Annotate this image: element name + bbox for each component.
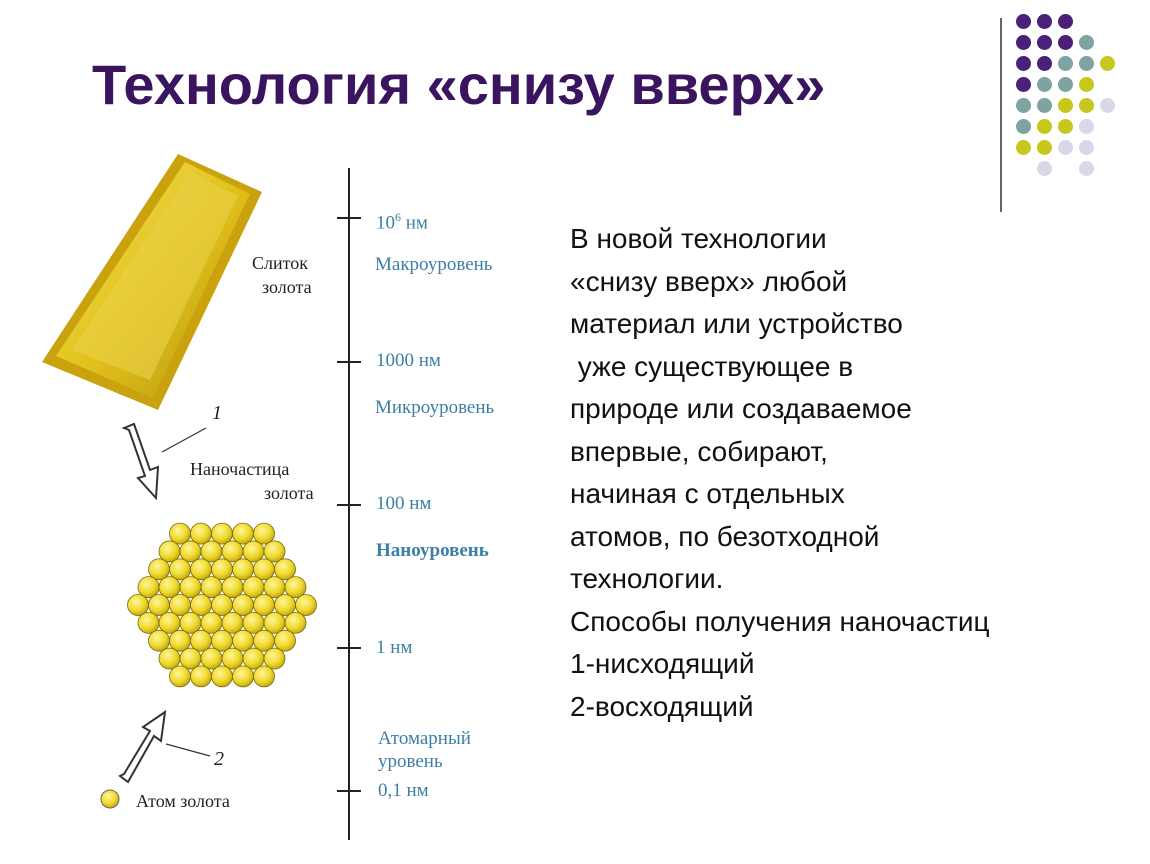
gold-ingot-image <box>42 154 262 410</box>
gold-atom-sphere <box>170 523 191 544</box>
decorative-dot <box>1016 35 1031 50</box>
body-line: технологии. <box>570 563 724 594</box>
gold-atom-sphere <box>264 648 285 669</box>
gold-nanoparticle-image <box>128 523 317 687</box>
decorative-dot <box>1079 140 1094 155</box>
nanoparticle-label: золота <box>264 483 314 503</box>
gold-atom-sphere <box>233 666 254 687</box>
decorative-dot <box>1058 140 1073 155</box>
decorative-dot <box>1037 35 1052 50</box>
scale-value: 100 нм <box>376 493 432 514</box>
gold-atom-sphere <box>254 559 275 580</box>
gold-atom-sphere <box>254 630 275 651</box>
gold-atom-sphere <box>285 612 306 633</box>
scale-level: уровень <box>378 751 443 772</box>
decorative-dot <box>1037 14 1052 29</box>
decorative-dot <box>1058 77 1073 92</box>
decorative-dot <box>1037 56 1052 71</box>
gold-atom-sphere <box>170 595 191 616</box>
gold-atom-sphere <box>233 595 254 616</box>
scale-value: 1 нм <box>376 637 413 658</box>
arrow-number: 2 <box>214 748 224 770</box>
gold-atom-sphere <box>275 630 296 651</box>
gold-atom-sphere <box>180 541 201 562</box>
body-line: 1-нисходящий <box>570 648 755 679</box>
body-line: уже существующее в <box>570 350 854 382</box>
gold-atom-sphere <box>233 630 254 651</box>
decorative-dot <box>1079 98 1094 113</box>
decorative-dot <box>1100 56 1115 71</box>
decorative-dot <box>1016 140 1031 155</box>
gold-atom-sphere <box>159 541 180 562</box>
gold-atom-sphere <box>264 577 285 598</box>
gold-atom-sphere <box>201 648 222 669</box>
gold-atom-sphere <box>180 648 201 669</box>
decorative-dot <box>1058 119 1073 134</box>
decorative-dot <box>1037 77 1052 92</box>
gold-atom-sphere <box>233 523 254 544</box>
gold-atom-sphere <box>128 595 149 616</box>
scale-value: 1000 нм <box>376 350 441 371</box>
decorative-dot <box>1037 119 1052 134</box>
ingot-label: золота <box>262 277 312 297</box>
decorative-dot <box>1016 77 1031 92</box>
body-line: Способы получения наночастиц <box>570 605 990 637</box>
scale-figure <box>0 140 560 860</box>
gold-atom-sphere <box>212 523 233 544</box>
decorative-divider <box>1000 18 1002 212</box>
gold-atom-sphere <box>254 666 275 687</box>
decorative-dot <box>1058 56 1073 71</box>
body-line: природе или создаваемое <box>570 393 912 424</box>
gold-atom-sphere <box>296 595 317 616</box>
body-line: материал или устройство <box>570 308 903 339</box>
gold-atom-sphere <box>180 577 201 598</box>
scale-level: Наноуровень <box>376 540 489 561</box>
gold-atom-sphere <box>191 595 212 616</box>
gold-atom-sphere <box>170 630 191 651</box>
decorative-dot <box>1079 119 1094 134</box>
decorative-dot <box>1079 56 1094 71</box>
gold-atom-sphere <box>170 666 191 687</box>
gold-atom-sphere <box>254 595 275 616</box>
gold-atom-sphere <box>149 630 170 651</box>
scale-value-base: 10 <box>376 212 395 234</box>
body-line: начиная с отдельных <box>570 478 845 509</box>
up-arrow-icon <box>120 712 210 782</box>
body-line: атомов, по безотходной <box>570 520 880 552</box>
gold-atom-sphere <box>138 577 159 598</box>
nanoparticle-label: Наночастица <box>190 459 290 479</box>
atom-label: Атом золота <box>136 791 230 811</box>
scale-level: Микроуровень <box>375 397 495 418</box>
decorative-dot <box>1016 119 1031 134</box>
gold-atom-sphere <box>138 612 159 633</box>
body-text <box>570 218 1130 728</box>
decorative-dot <box>1079 35 1094 50</box>
decorative-dot <box>1037 98 1052 113</box>
gold-atom-sphere <box>191 630 212 651</box>
scale-value <box>376 206 428 234</box>
ingot-label: Слиток <box>252 253 308 273</box>
gold-atom-sphere <box>222 648 243 669</box>
decorative-dot <box>1037 161 1052 176</box>
gold-atom-sphere <box>191 666 212 687</box>
body-line: В новой технологии <box>570 223 827 254</box>
decorative-dot <box>1079 77 1094 92</box>
gold-atom-sphere <box>243 612 264 633</box>
gold-atom-sphere <box>212 559 233 580</box>
gold-atom-sphere <box>201 577 222 598</box>
decorative-dot <box>1016 14 1031 29</box>
gold-atom-sphere <box>212 666 233 687</box>
gold-atom-sphere <box>243 541 264 562</box>
scale-level: Атомарный <box>378 728 471 749</box>
gold-atom-sphere <box>212 630 233 651</box>
body-line: впервые, собирают, <box>570 435 828 467</box>
gold-atom-sphere <box>222 612 243 633</box>
decorative-dot <box>1037 140 1052 155</box>
decorative-dot <box>1058 35 1073 50</box>
gold-atom-sphere <box>222 577 243 598</box>
gold-atom-sphere <box>180 612 201 633</box>
scale-axis <box>337 168 361 840</box>
gold-atom-sphere <box>149 559 170 580</box>
gold-atom-sphere <box>191 559 212 580</box>
decorative-dot <box>1058 98 1073 113</box>
gold-atom-sphere <box>233 559 254 580</box>
gold-atom-sphere <box>285 577 306 598</box>
gold-atom-sphere <box>264 541 285 562</box>
gold-atom-sphere <box>275 559 296 580</box>
gold-atom-sphere <box>212 595 233 616</box>
decorative-dot-grid <box>1016 14 1136 184</box>
decorative-dot <box>1016 98 1031 113</box>
gold-atom-sphere <box>254 523 275 544</box>
scale-level: Макроуровень <box>375 254 493 275</box>
gold-atom-sphere <box>275 595 296 616</box>
gold-atom-sphere <box>201 541 222 562</box>
gold-atom-sphere <box>159 612 180 633</box>
gold-atom-sphere <box>201 612 222 633</box>
decorative-dot <box>1100 98 1115 113</box>
slide-title: Технология «снизу вверх» <box>92 53 826 116</box>
decorative-dot <box>1016 56 1031 71</box>
decorative-dot <box>1058 14 1073 29</box>
gold-atom-sphere <box>243 648 264 669</box>
gold-atom-icon <box>101 790 119 808</box>
gold-atom-sphere <box>170 559 191 580</box>
gold-atom-sphere <box>243 577 264 598</box>
body-line: 2-восходящий <box>570 690 754 722</box>
arrow-number: 1 <box>212 402 222 424</box>
gold-atom-sphere <box>149 595 170 616</box>
scale-value-unit: нм <box>401 212 428 234</box>
scale-value-exponent: 6 <box>395 210 401 224</box>
gold-atom-sphere <box>159 577 180 598</box>
gold-atom-sphere <box>191 523 212 544</box>
gold-atom-sphere <box>264 612 285 633</box>
body-line: «снизу вверх» любой <box>570 265 848 297</box>
decorative-dot <box>1079 161 1094 176</box>
gold-atom-sphere <box>159 648 180 669</box>
scale-value: 0,1 нм <box>378 780 429 801</box>
gold-atom-sphere <box>222 541 243 562</box>
